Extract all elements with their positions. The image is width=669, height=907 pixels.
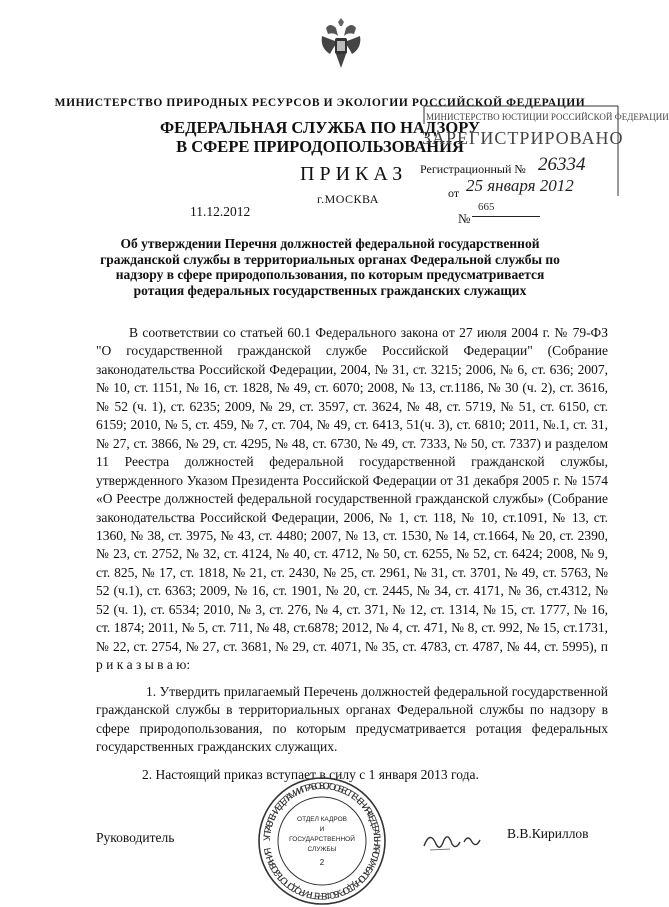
- registration-date-prefix: от: [448, 186, 460, 200]
- order-title: Об утверждении Перечня должностей федеральной государственной гражданской службы в территориальных органах Федеральной службы по надзору в сфере природопользования, по которым предусматривается ротация федеральных государственных гражданских служащих: [100, 236, 560, 298]
- registration-stamp-status: ЗАРЕГИСТРИРОВАНО: [422, 128, 624, 148]
- ministry-name: МИНИСТЕРСТВО ПРИРОДНЫХ РЕСУРСОВ И ЭКОЛОГИИ РОССИЙСКОЙ ФЕДЕРАЦИИ: [54, 97, 586, 109]
- registration-number-label: Регистрационный №: [420, 162, 526, 176]
- seal-center-line3: ГОСУДАРСТВЕННОЙ: [289, 836, 355, 843]
- signatory-name: В.В.Кириллов: [507, 826, 589, 841]
- seal-center-line2: И: [319, 826, 325, 833]
- seal-center-number: 2: [319, 858, 325, 867]
- document-type: ПРИКАЗ: [300, 163, 408, 185]
- service-name-line2: В СФЕРЕ ПРИРОДОПОЛЬЗОВАНИЯ: [176, 137, 464, 156]
- registration-stamp-ministry: МИНИСТЕРСТВО ЮСТИЦИИ РОССИЙСКОЙ ФЕДЕРАЦИИ: [426, 112, 669, 122]
- seal-center-line1: ОТДЕЛ КАДРОВ: [297, 816, 347, 823]
- city: г.МОСКВА: [317, 192, 379, 206]
- order-number-underline: [472, 216, 540, 217]
- registration-date: 25 января 2012: [466, 176, 574, 195]
- signatory-position: Руководитель: [96, 830, 175, 845]
- coat-of-arms-emblem: [318, 18, 364, 74]
- preamble-text: В соответствии со статьей 60.1 Федерального закона от 27 июля 2004 г. № 79-ФЗ "О государственной гражданской службе Российской Федерации" (Собрание законодательства Российской Федерации, 2004, № 31, ст. 3215; 2006, № 6, ст. 636; 2007, № 10, ст. 1151, № 16, ст. 1828, № 49, ст. 6070; 2008, № 13, ст.1186, № 30 (ч. 2), ст. 3616, № 52 (ч. 1), ст. 6235; 2009, № 29, ст. 3597, ст. 3624, № 48, ст. 5719, № 51, ст. 6150, ст. 6159; 2010, № 5, ст. 459, № 7, ст. 704, № 49, ст. 6413, 51(ч. 3), ст. 6810; 2011, №.1, ст. 31, № 27, ст. 3866, № 29, ст. 4295, № 48, ст. 6730, № 49, ст. 7333, № 50, ст. 7337) и разделом 11 Реестра должностей федеральной государственной гражданской службы, утвержденного Указом Президента Российской Федерации от 31 декабря 2005 г. № 1574 «О Реестре должностей федеральной государственной гражданской службы» (Собрание законодательства Российской Федерации, 2006, № 1, ст. 118, № 10, ст.1091, № 13, ст. 1360, № 38, ст. 3975, № 43, ст. 4480; 2007, № 13, ст. 1530, № 14, ст.1664, № 20, ст. 2390, № 23, ст. 2752, № 32, ст. 4124, № 40, ст. 4712, № 50, ст. 6255, № 52, ст. 6424; 2008, № 9, ст. 825, № 17, ст. 1818, № 21, ст. 2430, № 25, ст. 2961, № 31, ст. 3701, № 49, ст. 5763, № 52 (ч.1), ст. 6363; 2009, № 16, ст. 1901, № 20, ст. 2445, № 34, ст. 4171, № 36, ст.4312, № 52 (ч. 1), ст. 6534; 2010, № 3, ст. 276, № 4, ст. 371, № 12, ст. 1314, № 15, ст. 1777, № 16, ст. 1874; 2011, № 5, ст. 711, № 48, ст.6878; 2012, № 4, ст. 471, № 8, ст. 992, № 15, ст.1731, № 22, ст. 2754, № 27, ст. 3681, № 29, ст. 4071, № 35, ст. 4783, ст. 4787, № 44, ст. 5995), п р и к а з ы в а ю:: [96, 325, 608, 673]
- round-seal: [256, 775, 388, 907]
- seal-center-line4: СЛУЖБЫ: [307, 846, 337, 853]
- order-number-label: №: [458, 211, 471, 226]
- order-item-1: [96, 683, 608, 757]
- order-item-1-text: 1. Утвердить прилагаемый Перечень должностей федеральной государственной гражданской службы в территориальных органах Федеральной службы по надзору в сфере природопользования, по которым предусматривается ротация федеральных государственных гражданских служащих.: [96, 684, 608, 755]
- preamble: [96, 324, 608, 675]
- registration-number: 26334: [538, 154, 586, 175]
- order-date: 11.12.2012: [190, 204, 251, 219]
- order-number: 665: [478, 201, 495, 213]
- service-name-line1: ФЕДЕРАЛЬНАЯ СЛУЖБА ПО НАДЗОРУ: [160, 118, 480, 137]
- handwritten-signature: [420, 820, 500, 860]
- seal-ring-path: УПРАВЛЕНИЕ ДЕЛАМИ И ПРАВОВОГО ОБЕСПЕЧЕНИЯ • ФЕДЕРАЛЬНАЯ СЛУЖБА ПО НАДЗОРУ В СФЕРЕ ПРИРОДОПОЛЬЗОВАНИЯ: [261, 780, 383, 902]
- order-item-2: 2. Настоящий приказ вступает в силу с 1 января 2013 года.: [142, 767, 479, 782]
